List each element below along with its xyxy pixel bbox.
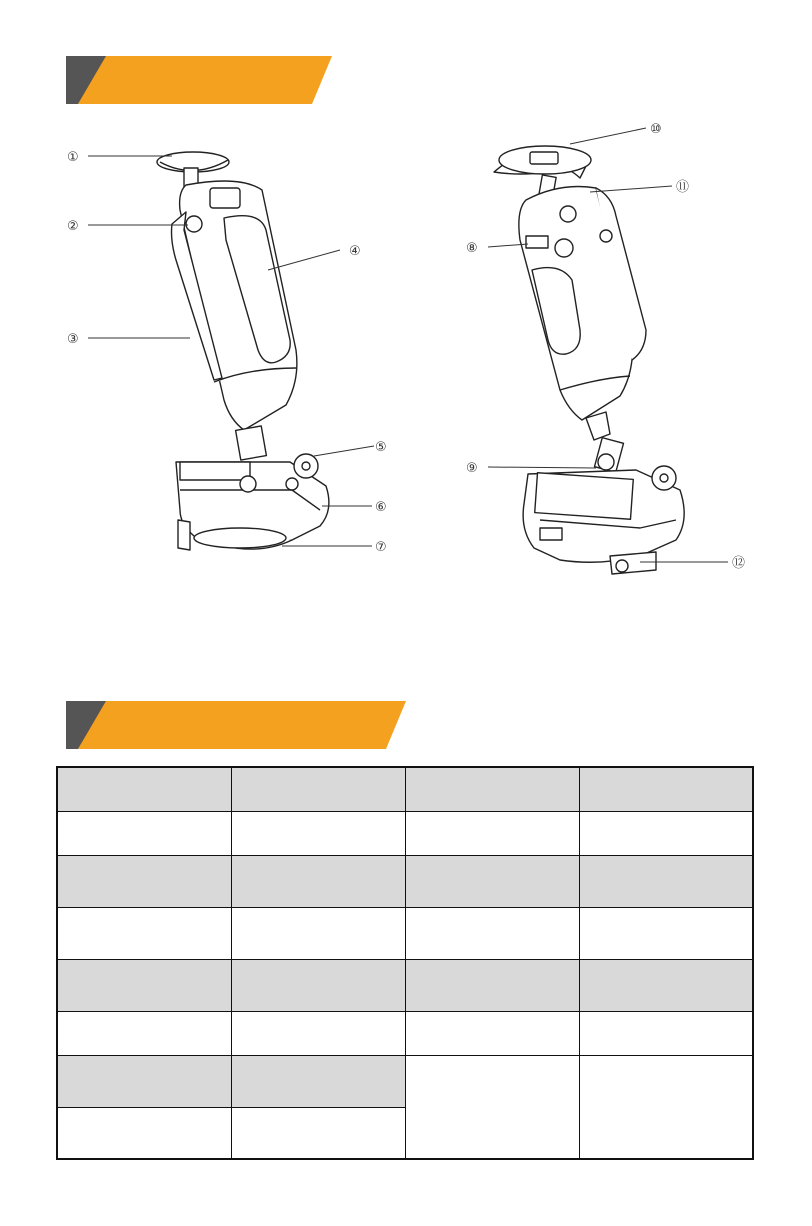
scrubber-illustration (0, 110, 812, 590)
table-cell (579, 1011, 753, 1055)
table-cell (57, 855, 231, 907)
table-row (57, 811, 753, 855)
callout-11: ⑪ (676, 180, 690, 195)
table-cell (579, 855, 753, 907)
table-cell (579, 907, 753, 959)
callout-6: ⑥ (375, 500, 387, 515)
table-cell (57, 1011, 231, 1055)
table-cell (57, 767, 231, 811)
table-cell (405, 855, 579, 907)
table-cell (231, 1055, 405, 1107)
table-cell (579, 959, 753, 1011)
table-row (57, 1011, 753, 1055)
section-banner-specifications (66, 701, 406, 749)
table-cell (405, 907, 579, 959)
callout-10: ⑩ (650, 122, 662, 137)
table-cell (57, 1107, 231, 1159)
callout-5: ⑤ (375, 440, 387, 455)
table-row (57, 959, 753, 1011)
table-row (57, 767, 753, 811)
table-cell (231, 811, 405, 855)
table-cell (579, 811, 753, 855)
table-cell (57, 959, 231, 1011)
table-cell (231, 855, 405, 907)
table-cell (231, 767, 405, 811)
table-row (57, 1055, 753, 1107)
callout-4: ④ (349, 244, 361, 259)
section-banner-components (66, 56, 332, 104)
table-cell-merged (579, 1055, 753, 1159)
callout-7: ⑦ (375, 540, 387, 555)
table-cell (405, 811, 579, 855)
front-view-machine (157, 152, 329, 550)
spec-table (56, 766, 754, 1160)
banner-orange-bar (78, 56, 332, 104)
table-cell (57, 811, 231, 855)
table-cell (231, 1011, 405, 1055)
machine-diagram (0, 110, 812, 590)
callout-12: ⑫ (732, 556, 746, 571)
banner-orange-bar (78, 701, 406, 749)
table-row (57, 855, 753, 907)
table-cell (405, 767, 579, 811)
table-row (57, 907, 753, 959)
table-cell (231, 907, 405, 959)
callout-3: ③ (67, 332, 79, 347)
table-cell (231, 1107, 405, 1159)
table-cell (579, 767, 753, 811)
table-cell (57, 907, 231, 959)
callout-1: ① (67, 150, 79, 165)
table-cell-merged (405, 1055, 579, 1159)
callout-8: ⑧ (466, 241, 478, 256)
table-cell (57, 1055, 231, 1107)
table-cell (405, 959, 579, 1011)
rear-view-machine (494, 146, 684, 574)
callout-2: ② (67, 219, 79, 234)
callout-9: ⑨ (466, 461, 478, 476)
table-cell (405, 1011, 579, 1055)
table-cell (231, 959, 405, 1011)
